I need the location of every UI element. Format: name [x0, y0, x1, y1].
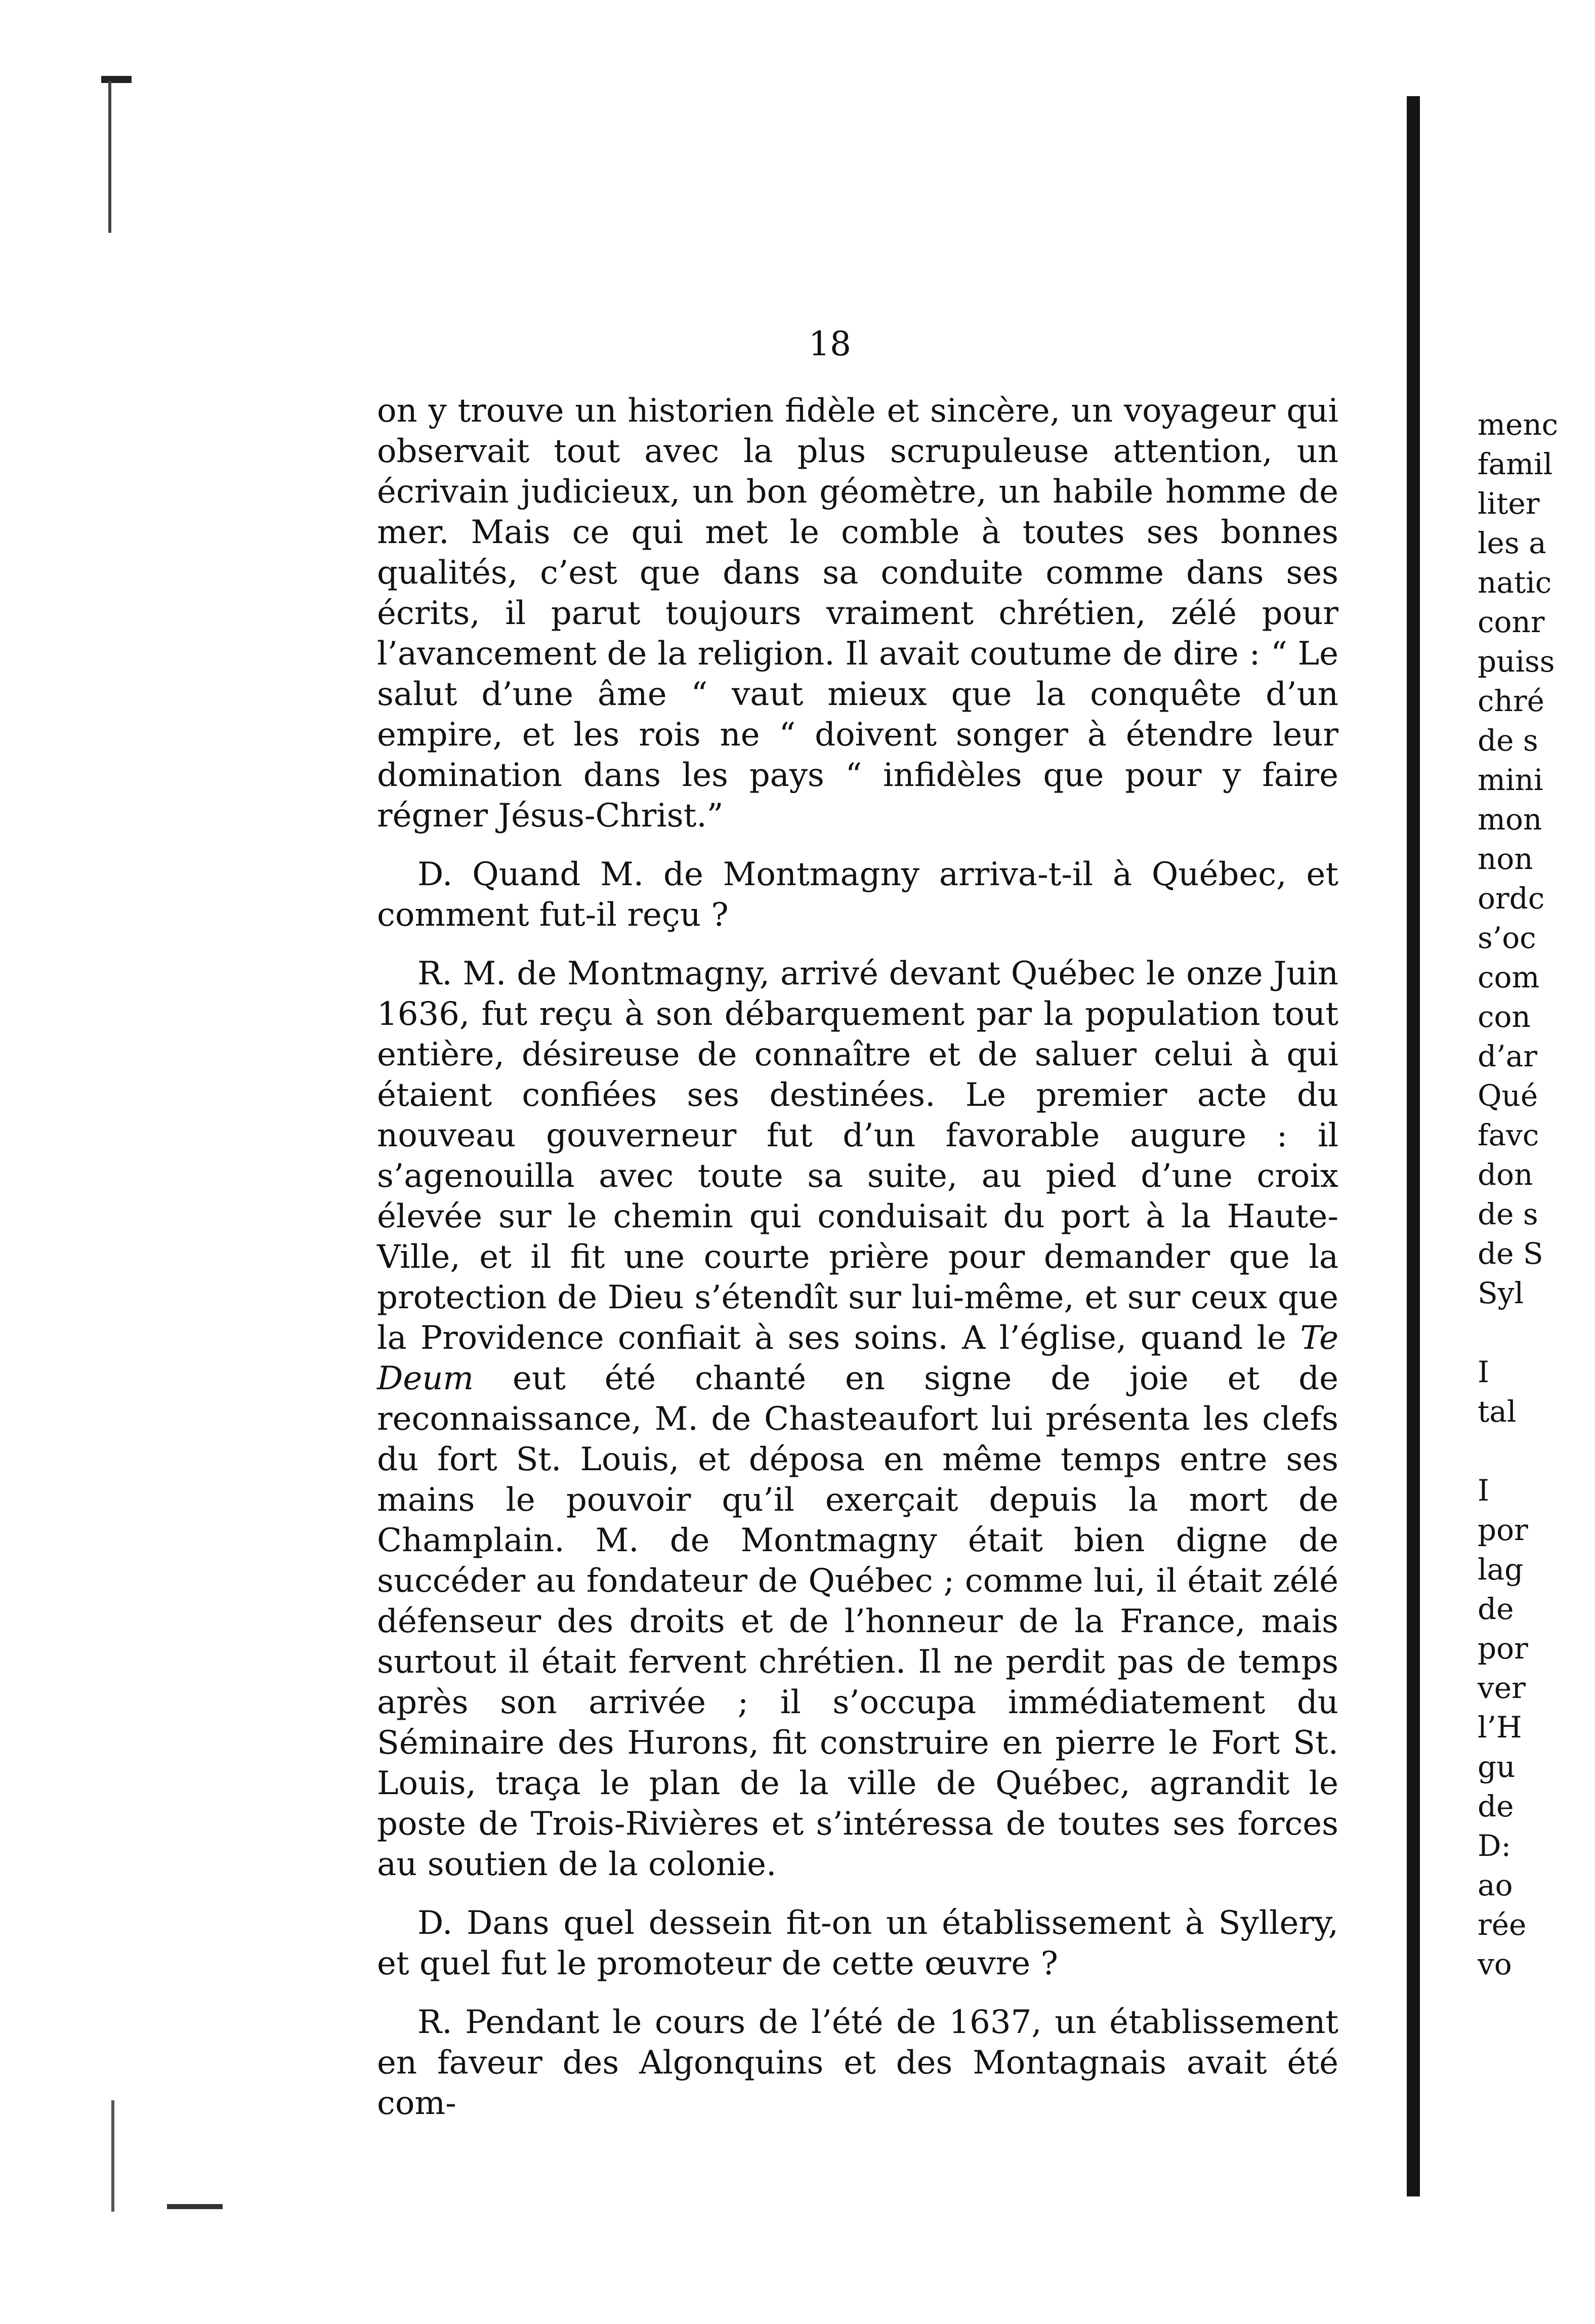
- adjacent-page-line: tal: [1478, 1394, 1517, 1429]
- adjacent-page-line: [1478, 1431, 1595, 1471]
- answer: R. Pendant le cours de l’été de 1637, un établissement en faveur des Algonquins et des Montagnais avait été com-: [377, 2004, 1338, 2122]
- adjacent-page-line: don: [1478, 1157, 1533, 1192]
- adjacent-page-fragment: [1478, 405, 1595, 1984]
- adjacent-page-line: de S: [1478, 1236, 1543, 1271]
- adjacent-page-line: Syl: [1478, 1276, 1524, 1310]
- adjacent-page-line: ordc: [1478, 881, 1545, 916]
- adjacent-page-line: de: [1478, 1789, 1514, 1823]
- adjacent-page-line: D:: [1478, 1829, 1512, 1863]
- adjacent-page-line: mini: [1478, 763, 1543, 797]
- scan-artifact: [167, 2204, 223, 2209]
- adjacent-page-line: d’ar: [1478, 1039, 1537, 1073]
- adjacent-page-line: ver: [1478, 1671, 1526, 1705]
- question: D. Dans quel dessein fit-on un établissement à Syllery, et quel fut le promoteur de cette œuvre ?: [377, 1904, 1338, 1982]
- adjacent-page-line: menc: [1478, 407, 1559, 442]
- adjacent-page-line: vo: [1478, 1947, 1512, 1981]
- adjacent-page-line: de s: [1478, 1197, 1538, 1231]
- scan-artifact: [111, 2100, 114, 2212]
- adjacent-page-line: por: [1478, 1513, 1528, 1547]
- adjacent-page-line: de: [1478, 1592, 1514, 1626]
- adjacent-page-line: s’oc: [1478, 921, 1536, 955]
- adjacent-page-line: favc: [1478, 1118, 1539, 1152]
- adjacent-page-line: con: [1478, 1000, 1531, 1034]
- adjacent-page-line: ao: [1478, 1868, 1513, 1902]
- adjacent-page-line: com: [1478, 960, 1540, 994]
- adjacent-page-line: de s: [1478, 723, 1538, 758]
- adjacent-page-line: non: [1478, 842, 1533, 876]
- adjacent-page-line: I: [1478, 1355, 1489, 1389]
- answer-text: R. M. de Montmagny, arrivé devant Québec le onze Juin 1636, fut reçu à son débarquement par la population tout entière, désireuse de connaître et de saluer celui à qui étaient confiées ses destinées. Le premier acte du nouveau gouverneur fut d’un favorable augure : il s’agenouilla avec toute sa suite, au pied d’une croix élevée sur le chemin qui conduisait du port à la Haute-Ville, et il fit une courte prière pour demander que la protection de Dieu s’étendît sur lui-même, et sur ceux que la Providence confiait à ses soins. A l’église, quand le: [377, 955, 1338, 1357]
- adjacent-page-line: liter: [1478, 486, 1540, 521]
- adjacent-page-line: por: [1478, 1631, 1528, 1666]
- body-text: [377, 391, 1338, 2124]
- adjacent-page-line: lag: [1478, 1552, 1524, 1587]
- answer-text: eut été chanté en signe de joie et de reconnaissance, M. de Chasteaufort lui présenta les clefs du fort St. Louis, et déposa en même temps entre ses mains le pouvoir qu’il exerçait depuis la mort de Champlain. M. de Montmagny était bien digne de succéder au fondateur de Québec ; comme lui, il était zélé défenseur des droits et de l’honneur de la France, mais surtout il était fervent chrétien. Il ne perdit pas de temps après son arrivée ; il s’occupa immédiatement du Séminaire des Hurons, fit construire en pierre le Fort St. Louis, traça le plan de la ville de Québec, agrandit le poste de Trois-Rivières et s’intéressa de toutes ses forces au soutien de la colonie.: [377, 1360, 1338, 1883]
- adjacent-page-line: [1478, 1313, 1595, 1352]
- page-number: 18: [809, 324, 851, 363]
- adjacent-page-line: mon: [1478, 802, 1542, 837]
- italic-title: Te Deum: [377, 1319, 1338, 1397]
- adjacent-page-line: chré: [1478, 684, 1544, 718]
- adjacent-page-line: I: [1478, 1473, 1489, 1508]
- scan-artifact: [101, 76, 132, 83]
- answer: [377, 953, 1338, 1885]
- adjacent-page-line: Qué: [1478, 1078, 1538, 1113]
- book-gutter: [1407, 96, 1420, 2196]
- paragraph: on y trouve un historien fidèle et sincère, un voyageur qui observait tout avec la plus scrupuleuse attention, un écrivain judicieux, un bon géomètre, un habile homme de mer. Mais ce qui met le comble à toutes ses bonnes qualités, c’est que dans sa conduite comme dans ses écrits, il parut toujours vraiment chrétien, zélé pour l’avancement de la religion. Il avait coutume de dire : “ Le salut d’une âme “ vaut mieux que la conquête d’un empire, et les rois ne “ doivent songer à étendre leur domination dans les pays “ infidèles que pour y faire régner Jésus-Christ.”: [377, 392, 1338, 835]
- adjacent-page-line: rée: [1478, 1907, 1527, 1942]
- adjacent-page-line: natic: [1478, 565, 1552, 600]
- scan-artifact: [108, 81, 111, 233]
- adjacent-page-line: les a: [1478, 526, 1546, 560]
- adjacent-page-line: gu: [1478, 1750, 1516, 1784]
- adjacent-page-line: conr: [1478, 605, 1545, 639]
- adjacent-page-line: puiss: [1478, 644, 1555, 679]
- question: D. Quand M. de Montmagny arriva-t-il à Québec, et comment fut-il reçu ?: [377, 856, 1338, 934]
- adjacent-page-line: famil: [1478, 447, 1553, 481]
- adjacent-page-line: l’H: [1478, 1710, 1522, 1745]
